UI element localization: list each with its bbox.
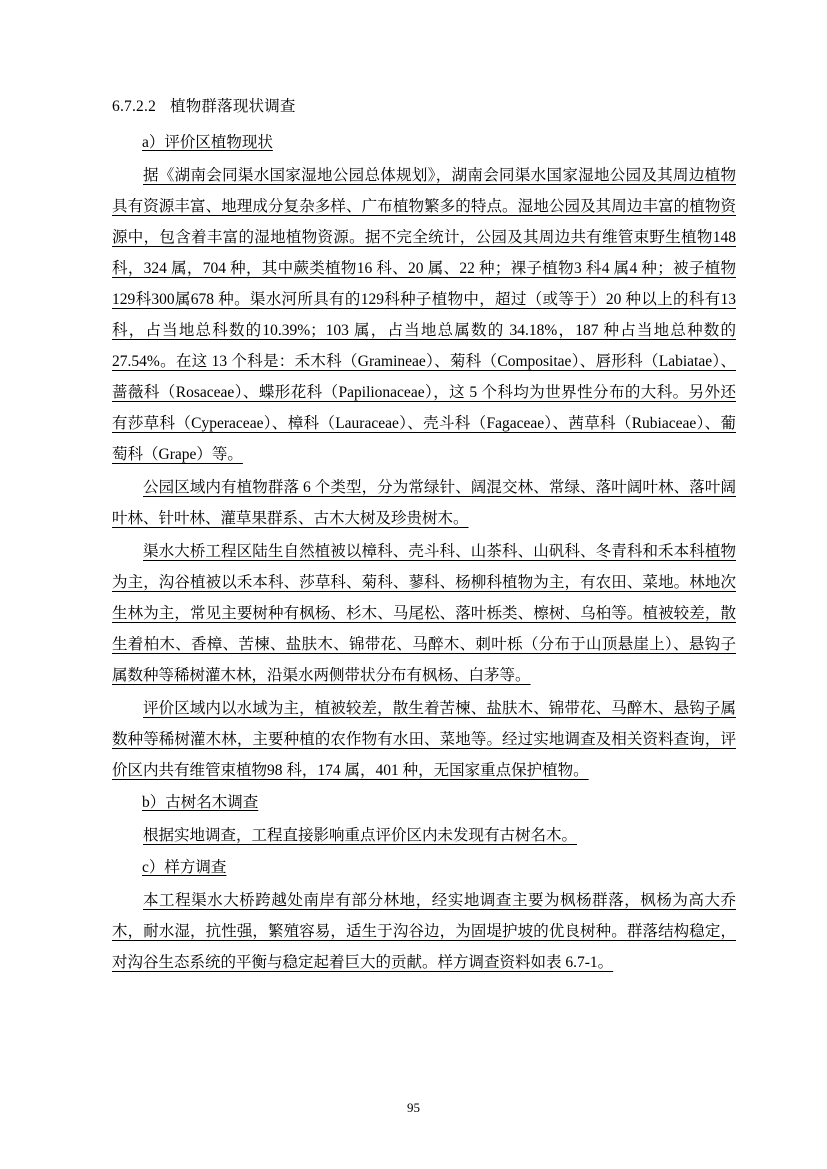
paragraph: 根据实地调查，工程直接影响重点评价区内未发现有古树名木。 (143, 827, 578, 844)
section-title: 植物群落现状调查 (170, 98, 296, 115)
subsection-a-label: a）评价区植物现状 (142, 134, 273, 151)
section-number: 6.7.2.2 (112, 98, 157, 115)
subsection-b-label: b）古树名木调查 (142, 794, 259, 811)
page-number: 95 (407, 1100, 420, 1115)
paragraph: 本工程渠水大桥跨越处南岸有部分林地，经实地调查主要为枫杨群落，枫杨为高大乔木，耐水湿，抗性强，繁殖容易，适生于沟谷边，为固堤护坡的优良树种。群落结构稳定，对沟谷生态系统的平衡与稳定起着巨大的贡献。样方调查资料如表 6.7-1。 (112, 892, 736, 971)
paragraph: 渠水大桥工程区陆生自然植被以樟科、壳斗科、山茶科、山矾科、冬青科和禾本科植物为主，沟谷植被以禾本科、莎草科、菊科、蓼科、杨柳科植物为主，有农田、菜地。林地次生林为主，常见主要树种有枫杨、杉木、马尾松、落叶栎类、檫树、乌桕等。植被较差，散生着柏木、香樟、苦楝、盐肤木、锦带花、马醉木、刺叶栎（分布于山顶悬崖上）、悬钩子属数种等稀树灌木林，沿渠水两侧带状分布有枫杨、白茅等。 (112, 543, 736, 684)
paragraph: 公园区域内有植物群落 6 个类型，分为常绿针、阔混交林、常绿、落叶阔叶林、落叶阔叶林、针叶林、灌草果群系、古木大树及珍贵树木。 (112, 479, 736, 527)
subsection-c-label: c）样方调查 (142, 859, 227, 876)
document-body (112, 92, 736, 980)
section-heading (112, 92, 736, 122)
paragraph: 据《湖南会同渠水国家湿地公园总体规划》，湖南会同渠水国家湿地公园及其周边植物具有资源丰富、地理成分复杂多样、广布植物繁多的特点。湿地公园及其周边丰富的植物资源中，包含着丰富的湿地植物资源。据不完全统计，公园及其周边共有维管束野生植物148 科，324 属，704 种，其中蕨类植物16 科、20 属、22 种；裸子植物3 科4 属4 种；被子植物129科300属678 种。渠水河所具有的129科种子植物中，超过（或等于）20 种以上的科有13 科，占当地总科数的10.39%；103 属，占当地总属数的 34.18%，187 种占当地总种数的 27.54%。在这 13 个科是：禾木科（Gramineae）、菊科（Compositae）、唇形科（Labiatae）、蔷薇科（Rosaceae）、蝶形花科（Papilionaceae），这 5 个科均为世界性分布的大科。另外还有莎草科（Cyperaceae）、樟科（Lauraceae）、壳斗科（Fagaceae）、茜草科（Rubiaceae）、葡萄科（Grape）等。 (112, 167, 736, 463)
paragraph: 评价区域内以水域为主，植被较差，散生着苦楝、盐肤木、锦带花、马醉木、悬钩子属数种等稀树灌木林，主要种植的农作物有水田、菜地等。经过实地调查及相关资料查询，评价区内共有维管束植物98 科，174 属，401 种，无国家重点保护植物。 (112, 700, 736, 779)
